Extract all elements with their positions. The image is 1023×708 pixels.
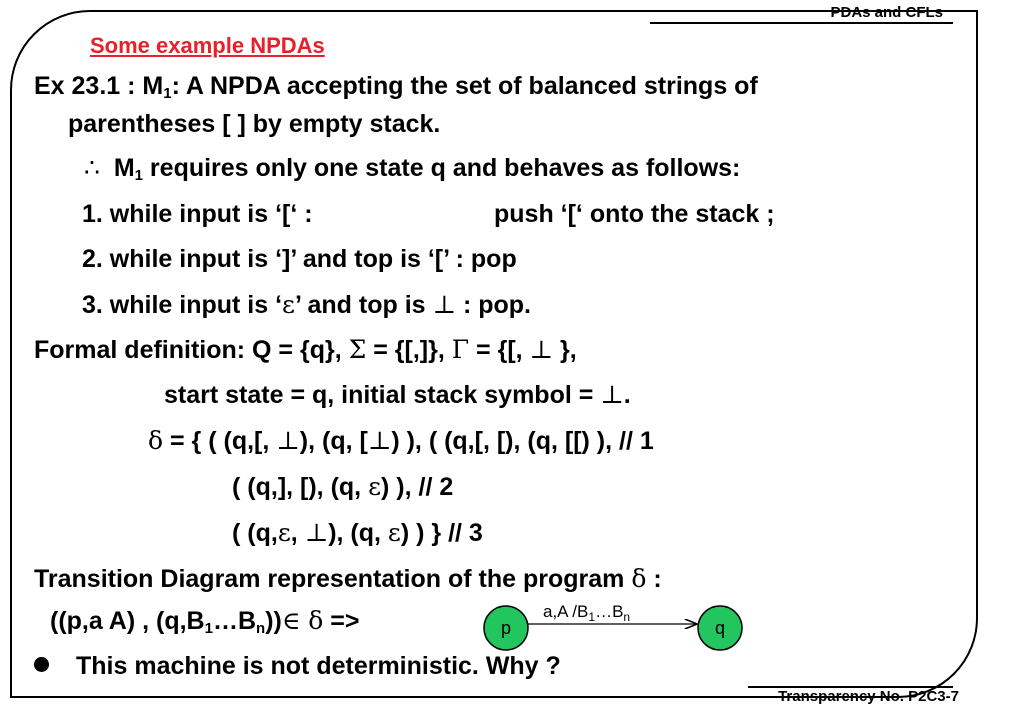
delta-line-2 — [232, 472, 453, 502]
transition-heading — [34, 564, 662, 594]
example-line-1 — [34, 72, 758, 102]
example-line-2: parentheses [ ] by empty stack. — [68, 110, 441, 138]
delta-2-part-b: ) ), // 2 — [381, 473, 454, 501]
rule-subscript-n: n — [256, 619, 266, 637]
epsilon-symbol: ε — [387, 518, 401, 547]
start-text: start state = q, initial stack symbol = — [164, 381, 601, 409]
epsilon-symbol: ε — [368, 472, 382, 501]
behave-line — [84, 153, 740, 184]
rule-2: 2. while input is ‘]’ and top is ‘[’ : pop — [82, 245, 517, 273]
transition-diagram — [470, 600, 770, 660]
header-title: PDAs and CFLs — [830, 4, 943, 21]
bottom-symbol: ⊥ — [529, 335, 554, 364]
state-p-label: p — [500, 618, 512, 638]
behave-subscript: 1 — [134, 166, 143, 184]
delta-symbol: δ — [300, 606, 324, 635]
formal-gamma-set: = {[, — [469, 336, 530, 364]
rule-3 — [82, 290, 531, 320]
behave-text: requires only one state q and behaves as follows: — [142, 154, 741, 182]
bottom-symbol: ⊥ — [367, 426, 392, 455]
delta-line-3 — [232, 518, 483, 548]
transition-label: a,A $/B_1\dots B_n$ — [543, 602, 631, 624]
delta-1-part-a: = { ( (q,[, — [163, 427, 277, 455]
start-state-line — [164, 380, 631, 410]
delta-2-part-a: ( (q,], [), (q, — [232, 473, 369, 501]
bullet-text: This machine is not deterministic. Why ? — [76, 652, 561, 680]
example-description: : A NPDA accepting the set of balanced strings of — [171, 72, 758, 100]
rule-3-middle: ’ and top is — [294, 291, 433, 319]
delta-symbol: δ — [631, 564, 647, 593]
rule-part-a: ((p,a A) , (q,B — [50, 607, 205, 635]
formal-definition — [34, 335, 577, 365]
gamma-symbol: Γ — [451, 335, 470, 364]
rule-1-condition: 1. while input is ‘[‘ : — [82, 200, 313, 228]
epsilon-symbol: ε — [282, 290, 295, 319]
delta-1-part-b: ), (q, [ — [299, 427, 368, 455]
delta-3-part-c: ), (q, — [328, 519, 388, 547]
state-q-label: q — [714, 618, 726, 638]
rule-3-prefix: 3. while input is ‘ — [82, 291, 283, 319]
behave-prefix: M — [113, 154, 135, 182]
epsilon-symbol: ε — [277, 518, 291, 547]
delta-3-part-b: , — [290, 519, 305, 547]
example-prefix: Ex 23.1 : M — [34, 72, 164, 100]
formal-suffix: }, — [553, 336, 577, 364]
formal-sigma-set: = {[,]}, — [366, 336, 452, 364]
element-of-symbol: ∈ — [281, 606, 301, 635]
rule-part-c: )) — [265, 607, 282, 635]
delta-line-1 — [148, 426, 654, 456]
footer-text: Transparency No. P2C3-7 — [778, 688, 959, 705]
rule-subscript-1: 1 — [204, 619, 213, 637]
therefore-symbol: ∴ — [84, 153, 100, 182]
example-subscript: 1 — [163, 84, 172, 102]
bottom-symbol: ⊥ — [276, 426, 300, 455]
transition-text: Transition Diagram representation of the program — [34, 565, 632, 593]
bullet-dot — [34, 657, 49, 672]
rule-3-action: : pop. — [456, 291, 531, 319]
rule-part-b: …B — [212, 607, 257, 635]
delta-3-part-d: ) ) } // 3 — [400, 519, 483, 547]
delta-1-part-c: ) ), ( (q,[, [), (q, [[) ), // 1 — [391, 427, 654, 455]
bottom-symbol: ⊥ — [600, 380, 624, 409]
header-rule — [650, 22, 953, 24]
delta-3-part-a: ( (q, — [232, 519, 278, 547]
bottom-symbol: ⊥ — [304, 518, 329, 547]
bottom-symbol: ⊥ — [432, 290, 457, 319]
transition-suffix: : — [646, 565, 662, 593]
implies-arrow-text: => — [323, 607, 360, 635]
slide-title: Some example NPDAs — [90, 33, 325, 58]
transition-rule — [50, 606, 360, 637]
rule-1-action: push ‘[‘ onto the stack ; — [494, 200, 775, 228]
start-suffix: . — [623, 381, 631, 409]
delta-symbol: δ — [148, 426, 164, 455]
sigma-symbol: Σ — [348, 335, 367, 364]
formal-prefix: Formal definition: Q = {q}, — [34, 336, 349, 364]
